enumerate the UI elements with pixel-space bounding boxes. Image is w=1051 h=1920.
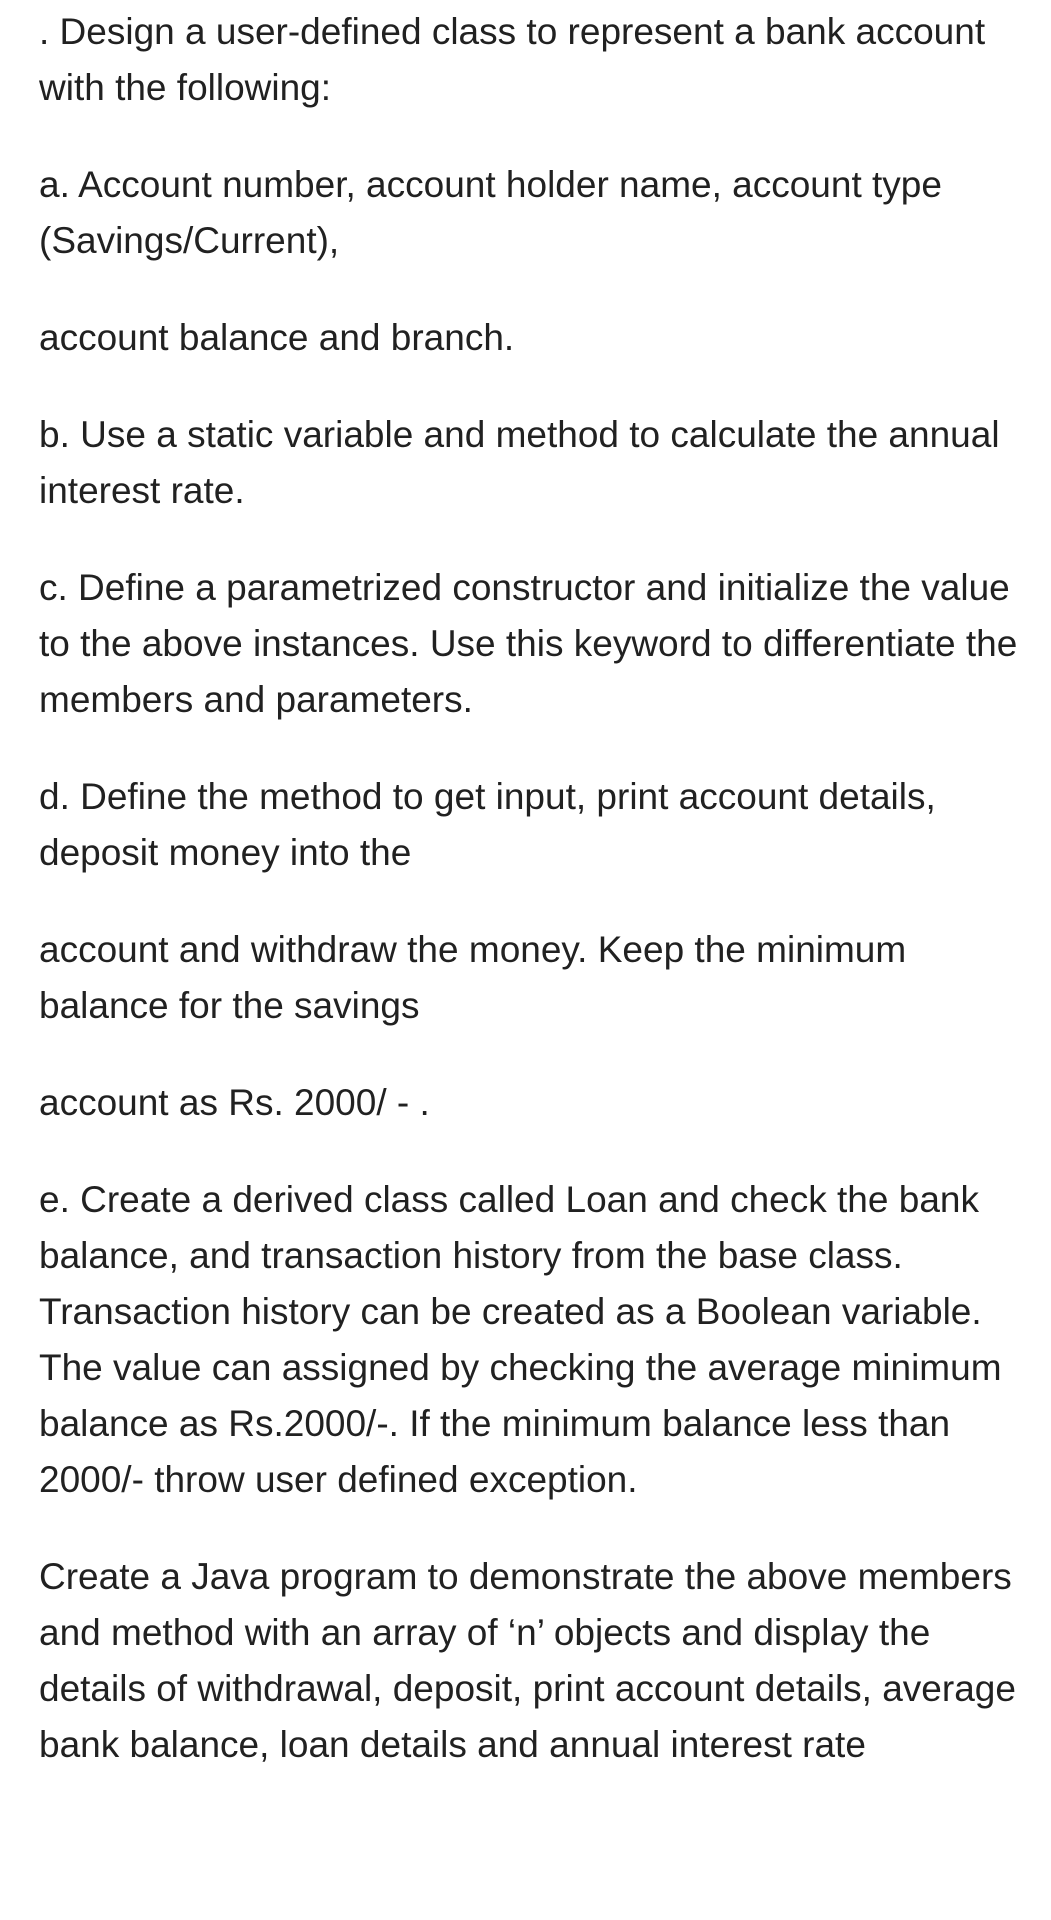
item-d-paragraph: d. Define the method to get input, print account details, deposit money into the (39, 776, 936, 873)
item-c-paragraph: c. Define a parametrized constructor and initialize the value to the above instances. Use this keyword to differentiate the members and parameters. (39, 567, 1018, 720)
item-d-continuation-2: account as Rs. 2000/ - . (39, 1082, 430, 1123)
item-b-paragraph: b. Use a static variable and method to calculate the annual interest rate. (39, 414, 1000, 511)
final-task-paragraph: Create a Java program to demonstrate the above members and method with an array of ‘n’ objects and display the details of withdrawal, deposit, print account details, average bank balance, loan details and annual interest rate (39, 1556, 1016, 1765)
item-a-paragraph: a. Account number, account holder name, account type (Savings/Current), (39, 164, 942, 261)
item-e-paragraph: e. Create a derived class called Loan and check the bank balance, and transaction history from the base class. Transaction history can be created as a Boolean variable. The value can assigned by checking the average minimum balance as Rs.2000/-. If the minimum balance less than 2000/- throw user defined exception. (39, 1179, 1002, 1500)
item-d-continuation-1: account and withdraw the money. Keep the minimum balance for the savings (39, 929, 907, 1026)
item-a-continuation: account balance and branch. (39, 317, 515, 358)
intro-paragraph: . Design a user-defined class to represent a bank account with the following: (39, 11, 986, 108)
